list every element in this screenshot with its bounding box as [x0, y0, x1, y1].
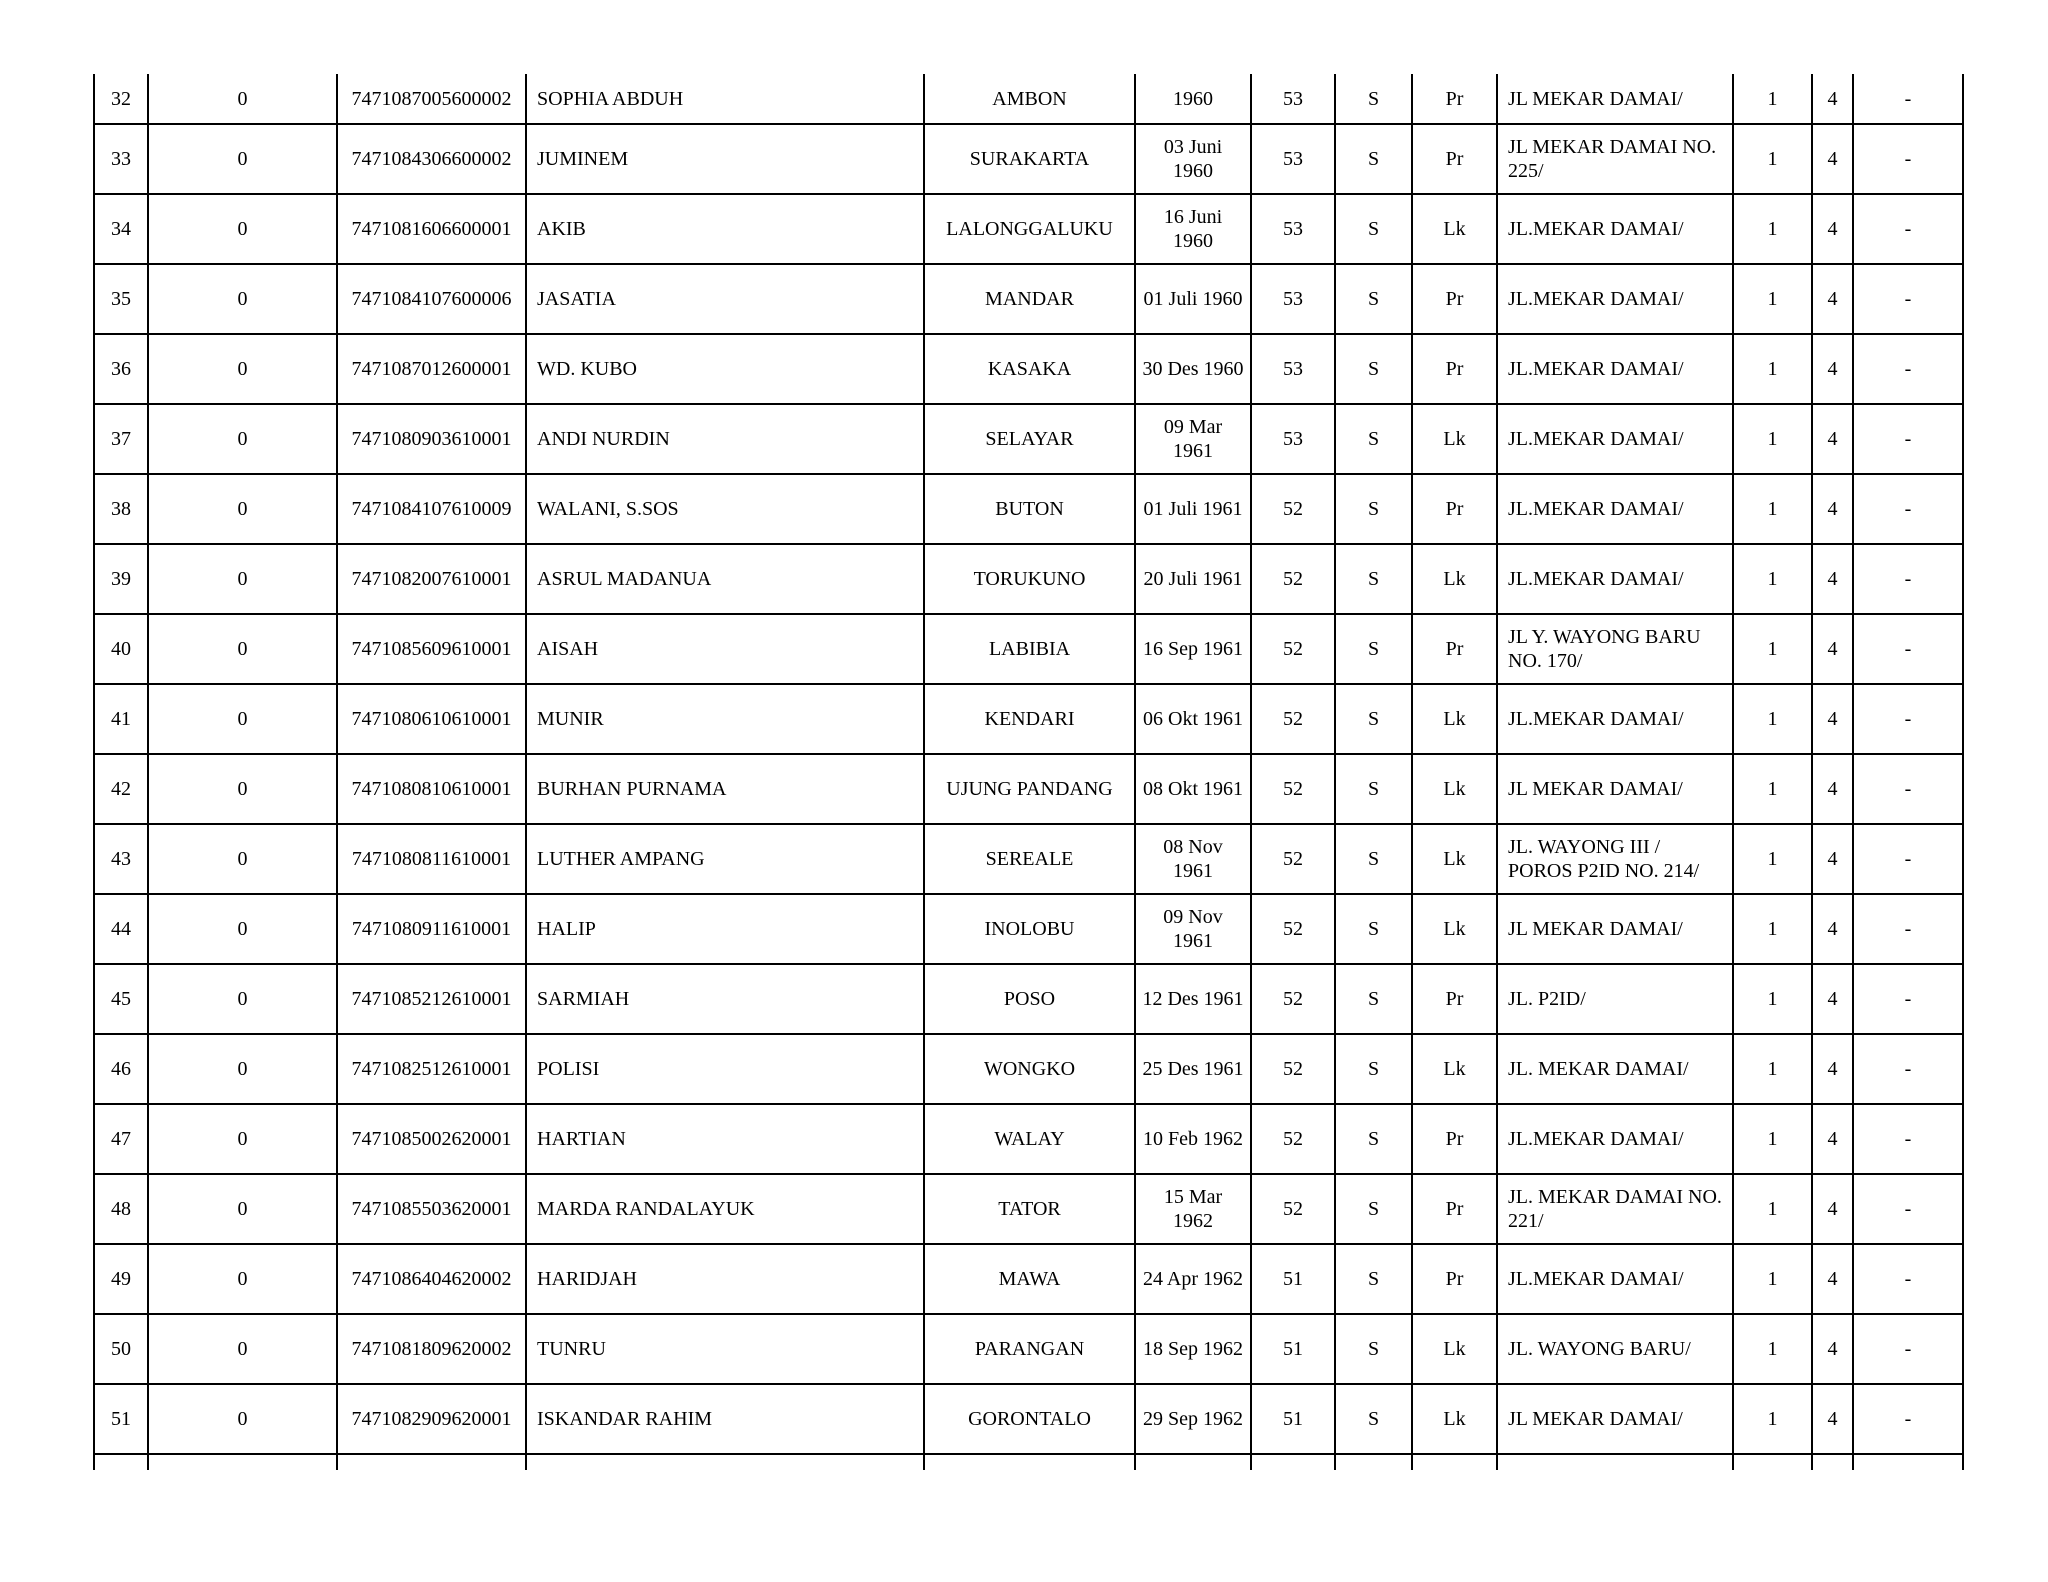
gender-cell: Lk	[1412, 1384, 1497, 1454]
age-cell: 52	[1251, 1174, 1335, 1244]
zero-count-cell: 0	[148, 1314, 337, 1384]
name-cell: MARDA RANDALAYUK	[526, 1174, 924, 1244]
marital-status-cell: S	[1335, 334, 1412, 404]
address-cell: JL.MEKAR DAMAI/	[1497, 544, 1733, 614]
address-cell: JL. MEKAR DAMAI/	[1497, 1034, 1733, 1104]
empty-cell	[1412, 1454, 1497, 1470]
age-cell: 53	[1251, 334, 1335, 404]
empty-cell	[337, 1454, 526, 1470]
birthplace-cell: SURAKARTA	[924, 124, 1135, 194]
marital-status-cell: S	[1335, 1034, 1412, 1104]
name-cell: AISAH	[526, 614, 924, 684]
rw-cell: 4	[1812, 264, 1853, 334]
rt-cell: 1	[1733, 1034, 1812, 1104]
empty-cell	[526, 1454, 924, 1470]
name-cell: JUMINEM	[526, 124, 924, 194]
birthplace-cell: MAWA	[924, 1244, 1135, 1314]
address-cell: JL MEKAR DAMAI/	[1497, 894, 1733, 964]
birth-date-cell: 01 Juli 1960	[1135, 264, 1251, 334]
row-number-cell: 49	[94, 1244, 148, 1314]
empty-cell	[1135, 1454, 1251, 1470]
rt-cell: 1	[1733, 1244, 1812, 1314]
name-cell: HALIP	[526, 894, 924, 964]
birth-date-cell: 12 Des 1961	[1135, 964, 1251, 1034]
note-cell: -	[1853, 1314, 1963, 1384]
age-cell: 52	[1251, 1034, 1335, 1104]
gender-cell: Lk	[1412, 894, 1497, 964]
rw-cell: 4	[1812, 1174, 1853, 1244]
name-cell: JASATIA	[526, 264, 924, 334]
age-cell: 52	[1251, 964, 1335, 1034]
rt-cell: 1	[1733, 404, 1812, 474]
row-number-cell: 40	[94, 614, 148, 684]
gender-cell: Pr	[1412, 614, 1497, 684]
table-row	[94, 824, 1963, 894]
address-cell: JL.MEKAR DAMAI/	[1497, 1104, 1733, 1174]
note-cell: -	[1853, 1174, 1963, 1244]
birth-date-cell: 20 Juli 1961	[1135, 544, 1251, 614]
nik-cell: 7471081809620002	[337, 1314, 526, 1384]
marital-status-cell: S	[1335, 1104, 1412, 1174]
age-cell: 52	[1251, 474, 1335, 544]
age-cell: 52	[1251, 894, 1335, 964]
nik-cell: 7471085212610001	[337, 964, 526, 1034]
note-cell: -	[1853, 1244, 1963, 1314]
rt-cell: 1	[1733, 1384, 1812, 1454]
zero-count-cell: 0	[148, 334, 337, 404]
age-cell: 53	[1251, 124, 1335, 194]
rw-cell: 4	[1812, 1384, 1853, 1454]
note-cell: -	[1853, 1104, 1963, 1174]
rt-cell: 1	[1733, 544, 1812, 614]
rt-cell: 1	[1733, 74, 1812, 124]
name-cell: BURHAN PURNAMA	[526, 754, 924, 824]
rt-cell: 1	[1733, 124, 1812, 194]
table-row	[94, 544, 1963, 614]
zero-count-cell: 0	[148, 1174, 337, 1244]
age-cell: 52	[1251, 754, 1335, 824]
marital-status-cell: S	[1335, 124, 1412, 194]
rt-cell: 1	[1733, 684, 1812, 754]
name-cell: POLISI	[526, 1034, 924, 1104]
birthplace-cell: INOLOBU	[924, 894, 1135, 964]
name-cell: WD. KUBO	[526, 334, 924, 404]
empty-cell	[1812, 1454, 1853, 1470]
row-number-cell: 38	[94, 474, 148, 544]
rw-cell: 4	[1812, 894, 1853, 964]
name-cell: MUNIR	[526, 684, 924, 754]
address-cell: JL. MEKAR DAMAI NO. 221/	[1497, 1174, 1733, 1244]
address-cell: JL.MEKAR DAMAI/	[1497, 194, 1733, 264]
rw-cell: 4	[1812, 194, 1853, 264]
birth-date-cell: 01 Juli 1961	[1135, 474, 1251, 544]
nik-cell: 7471087012600001	[337, 334, 526, 404]
marital-status-cell: S	[1335, 964, 1412, 1034]
rw-cell: 4	[1812, 1244, 1853, 1314]
rw-cell: 4	[1812, 1104, 1853, 1174]
rw-cell: 4	[1812, 1314, 1853, 1384]
table-row	[94, 964, 1963, 1034]
birth-date-cell: 1960	[1135, 74, 1251, 124]
rw-cell: 4	[1812, 74, 1853, 124]
zero-count-cell: 0	[148, 964, 337, 1034]
address-cell: JL.MEKAR DAMAI/	[1497, 334, 1733, 404]
note-cell: -	[1853, 474, 1963, 544]
table-row	[94, 264, 1963, 334]
row-number-cell: 46	[94, 1034, 148, 1104]
table-row	[94, 194, 1963, 264]
row-number-cell: 50	[94, 1314, 148, 1384]
voter-list-table	[93, 74, 1964, 1470]
birth-date-cell: 29 Sep 1962	[1135, 1384, 1251, 1454]
row-number-cell: 47	[94, 1104, 148, 1174]
age-cell: 51	[1251, 1244, 1335, 1314]
rt-cell: 1	[1733, 964, 1812, 1034]
gender-cell: Lk	[1412, 194, 1497, 264]
name-cell: SARMIAH	[526, 964, 924, 1034]
name-cell: AKIB	[526, 194, 924, 264]
note-cell: -	[1853, 894, 1963, 964]
gender-cell: Pr	[1412, 474, 1497, 544]
gender-cell: Lk	[1412, 404, 1497, 474]
zero-count-cell: 0	[148, 1104, 337, 1174]
birthplace-cell: LALONGGALUKU	[924, 194, 1135, 264]
birthplace-cell: KASAKA	[924, 334, 1135, 404]
marital-status-cell: S	[1335, 74, 1412, 124]
name-cell: SOPHIA ABDUH	[526, 74, 924, 124]
marital-status-cell: S	[1335, 824, 1412, 894]
rt-cell: 1	[1733, 614, 1812, 684]
zero-count-cell: 0	[148, 614, 337, 684]
birthplace-cell: SELAYAR	[924, 404, 1135, 474]
marital-status-cell: S	[1335, 684, 1412, 754]
marital-status-cell: S	[1335, 264, 1412, 334]
address-cell: JL MEKAR DAMAI NO. 225/	[1497, 124, 1733, 194]
gender-cell: Pr	[1412, 1174, 1497, 1244]
age-cell: 52	[1251, 614, 1335, 684]
table-row	[94, 684, 1963, 754]
empty-cell	[1251, 1454, 1335, 1470]
note-cell: -	[1853, 544, 1963, 614]
name-cell: ASRUL MADANUA	[526, 544, 924, 614]
zero-count-cell: 0	[148, 404, 337, 474]
row-number-cell: 32	[94, 74, 148, 124]
birthplace-cell: TORUKUNO	[924, 544, 1135, 614]
birth-date-cell: 06 Okt 1961	[1135, 684, 1251, 754]
birthplace-cell: WALAY	[924, 1104, 1135, 1174]
rw-cell: 4	[1812, 474, 1853, 544]
note-cell: -	[1853, 74, 1963, 124]
name-cell: HARIDJAH	[526, 1244, 924, 1314]
marital-status-cell: S	[1335, 1384, 1412, 1454]
note-cell: -	[1853, 124, 1963, 194]
empty-cell	[1335, 1454, 1412, 1470]
gender-cell: Lk	[1412, 1034, 1497, 1104]
nik-cell: 7471087005600002	[337, 74, 526, 124]
row-number-cell: 39	[94, 544, 148, 614]
gender-cell: Pr	[1412, 124, 1497, 194]
marital-status-cell: S	[1335, 614, 1412, 684]
zero-count-cell: 0	[148, 754, 337, 824]
birthplace-cell: MANDAR	[924, 264, 1135, 334]
table-row	[94, 404, 1963, 474]
name-cell: TUNRU	[526, 1314, 924, 1384]
nik-cell: 7471082512610001	[337, 1034, 526, 1104]
marital-status-cell: S	[1335, 1314, 1412, 1384]
note-cell: -	[1853, 964, 1963, 1034]
zero-count-cell: 0	[148, 194, 337, 264]
age-cell: 52	[1251, 684, 1335, 754]
empty-cell	[1853, 1454, 1963, 1470]
rt-cell: 1	[1733, 754, 1812, 824]
address-cell: JL. WAYONG BARU/	[1497, 1314, 1733, 1384]
birth-date-cell: 16 Sep 1961	[1135, 614, 1251, 684]
rw-cell: 4	[1812, 124, 1853, 194]
birthplace-cell: GORONTALO	[924, 1384, 1135, 1454]
table-row	[94, 894, 1963, 964]
nik-cell: 7471080903610001	[337, 404, 526, 474]
rw-cell: 4	[1812, 964, 1853, 1034]
table-row	[94, 1174, 1963, 1244]
zero-count-cell: 0	[148, 1244, 337, 1314]
address-cell: JL.MEKAR DAMAI/	[1497, 1244, 1733, 1314]
note-cell: -	[1853, 684, 1963, 754]
birth-date-cell: 24 Apr 1962	[1135, 1244, 1251, 1314]
name-cell: WALANI, S.SOS	[526, 474, 924, 544]
note-cell: -	[1853, 614, 1963, 684]
row-number-cell: 51	[94, 1384, 148, 1454]
row-number-cell: 37	[94, 404, 148, 474]
gender-cell: Pr	[1412, 1244, 1497, 1314]
row-number-cell: 42	[94, 754, 148, 824]
zero-count-cell: 0	[148, 894, 337, 964]
rt-cell: 1	[1733, 264, 1812, 334]
row-number-cell: 34	[94, 194, 148, 264]
name-cell: LUTHER AMPANG	[526, 824, 924, 894]
gender-cell: Lk	[1412, 754, 1497, 824]
gender-cell: Pr	[1412, 1104, 1497, 1174]
row-number-cell: 48	[94, 1174, 148, 1244]
birthplace-cell: PARANGAN	[924, 1314, 1135, 1384]
rw-cell: 4	[1812, 1034, 1853, 1104]
nik-cell: 7471086404620002	[337, 1244, 526, 1314]
address-cell: JL.MEKAR DAMAI/	[1497, 404, 1733, 474]
birth-date-cell: 30 Des 1960	[1135, 334, 1251, 404]
age-cell: 53	[1251, 264, 1335, 334]
age-cell: 53	[1251, 194, 1335, 264]
address-cell: JL MEKAR DAMAI/	[1497, 1384, 1733, 1454]
gender-cell: Lk	[1412, 544, 1497, 614]
note-cell: -	[1853, 824, 1963, 894]
nik-cell: 7471081606600001	[337, 194, 526, 264]
note-cell: -	[1853, 404, 1963, 474]
age-cell: 51	[1251, 1314, 1335, 1384]
note-cell: -	[1853, 264, 1963, 334]
rw-cell: 4	[1812, 544, 1853, 614]
row-number-cell: 44	[94, 894, 148, 964]
address-cell: JL. WAYONG III / POROS P2ID NO. 214/	[1497, 824, 1733, 894]
gender-cell: Pr	[1412, 74, 1497, 124]
zero-count-cell: 0	[148, 684, 337, 754]
rt-cell: 1	[1733, 1104, 1812, 1174]
birthplace-cell: SEREALE	[924, 824, 1135, 894]
age-cell: 52	[1251, 824, 1335, 894]
table-row-continuation	[94, 1454, 1963, 1470]
nik-cell: 7471084107600006	[337, 264, 526, 334]
zero-count-cell: 0	[148, 264, 337, 334]
rw-cell: 4	[1812, 404, 1853, 474]
gender-cell: Lk	[1412, 684, 1497, 754]
empty-cell	[1733, 1454, 1812, 1470]
address-cell: JL.MEKAR DAMAI/	[1497, 474, 1733, 544]
zero-count-cell: 0	[148, 74, 337, 124]
row-number-cell: 43	[94, 824, 148, 894]
table-row	[94, 74, 1963, 124]
birthplace-cell: KENDARI	[924, 684, 1135, 754]
zero-count-cell: 0	[148, 544, 337, 614]
empty-cell	[1497, 1454, 1733, 1470]
zero-count-cell: 0	[148, 1034, 337, 1104]
marital-status-cell: S	[1335, 404, 1412, 474]
nik-cell: 7471085002620001	[337, 1104, 526, 1174]
name-cell: ANDI NURDIN	[526, 404, 924, 474]
address-cell: JL MEKAR DAMAI/	[1497, 74, 1733, 124]
row-number-cell: 45	[94, 964, 148, 1034]
rt-cell: 1	[1733, 334, 1812, 404]
birth-date-cell: 18 Sep 1962	[1135, 1314, 1251, 1384]
birthplace-cell: BUTON	[924, 474, 1135, 544]
rt-cell: 1	[1733, 194, 1812, 264]
nik-cell: 7471084107610009	[337, 474, 526, 544]
rw-cell: 4	[1812, 824, 1853, 894]
rw-cell: 4	[1812, 754, 1853, 824]
nik-cell: 7471085609610001	[337, 614, 526, 684]
name-cell: HARTIAN	[526, 1104, 924, 1174]
empty-cell	[94, 1454, 148, 1470]
birth-date-cell: 25 Des 1961	[1135, 1034, 1251, 1104]
marital-status-cell: S	[1335, 754, 1412, 824]
nik-cell: 7471080810610001	[337, 754, 526, 824]
rw-cell: 4	[1812, 614, 1853, 684]
empty-cell	[148, 1454, 337, 1470]
rt-cell: 1	[1733, 824, 1812, 894]
note-cell: -	[1853, 1034, 1963, 1104]
table-body	[94, 74, 1963, 1470]
row-number-cell: 41	[94, 684, 148, 754]
note-cell: -	[1853, 754, 1963, 824]
birth-date-cell: 09 Mar 1961	[1135, 404, 1251, 474]
note-cell: -	[1853, 194, 1963, 264]
rt-cell: 1	[1733, 474, 1812, 544]
age-cell: 52	[1251, 1104, 1335, 1174]
birth-date-cell: 09 Nov 1961	[1135, 894, 1251, 964]
table-row	[94, 754, 1963, 824]
nik-cell: 7471082909620001	[337, 1384, 526, 1454]
table-row	[94, 1034, 1963, 1104]
birth-date-cell: 03 Juni 1960	[1135, 124, 1251, 194]
marital-status-cell: S	[1335, 1244, 1412, 1314]
birth-date-cell: 15 Mar 1962	[1135, 1174, 1251, 1244]
table-row	[94, 334, 1963, 404]
empty-cell	[924, 1454, 1135, 1470]
address-cell: JL MEKAR DAMAI/	[1497, 754, 1733, 824]
table-row	[94, 1244, 1963, 1314]
note-cell: -	[1853, 1384, 1963, 1454]
zero-count-cell: 0	[148, 474, 337, 544]
rt-cell: 1	[1733, 1174, 1812, 1244]
row-number-cell: 35	[94, 264, 148, 334]
birth-date-cell: 16 Juni 1960	[1135, 194, 1251, 264]
rw-cell: 4	[1812, 684, 1853, 754]
birthplace-cell: UJUNG PANDANG	[924, 754, 1135, 824]
nik-cell: 7471084306600002	[337, 124, 526, 194]
birthplace-cell: TATOR	[924, 1174, 1135, 1244]
age-cell: 51	[1251, 1384, 1335, 1454]
table-row	[94, 474, 1963, 544]
table-row	[94, 124, 1963, 194]
note-cell: -	[1853, 334, 1963, 404]
gender-cell: Pr	[1412, 334, 1497, 404]
marital-status-cell: S	[1335, 1174, 1412, 1244]
nik-cell: 7471082007610001	[337, 544, 526, 614]
marital-status-cell: S	[1335, 544, 1412, 614]
address-cell: JL. P2ID/	[1497, 964, 1733, 1034]
age-cell: 53	[1251, 74, 1335, 124]
table-row	[94, 1314, 1963, 1384]
gender-cell: Lk	[1412, 824, 1497, 894]
gender-cell: Lk	[1412, 1314, 1497, 1384]
zero-count-cell: 0	[148, 1384, 337, 1454]
address-cell: JL.MEKAR DAMAI/	[1497, 684, 1733, 754]
rt-cell: 1	[1733, 1314, 1812, 1384]
age-cell: 53	[1251, 404, 1335, 474]
marital-status-cell: S	[1335, 474, 1412, 544]
age-cell: 52	[1251, 544, 1335, 614]
birth-date-cell: 08 Okt 1961	[1135, 754, 1251, 824]
row-number-cell: 33	[94, 124, 148, 194]
nik-cell: 7471080911610001	[337, 894, 526, 964]
marital-status-cell: S	[1335, 194, 1412, 264]
address-cell: JL.MEKAR DAMAI/	[1497, 264, 1733, 334]
nik-cell: 7471085503620001	[337, 1174, 526, 1244]
rw-cell: 4	[1812, 334, 1853, 404]
birth-date-cell: 08 Nov 1961	[1135, 824, 1251, 894]
birthplace-cell: POSO	[924, 964, 1135, 1034]
marital-status-cell: S	[1335, 894, 1412, 964]
nik-cell: 7471080610610001	[337, 684, 526, 754]
birthplace-cell: WONGKO	[924, 1034, 1135, 1104]
table-row	[94, 1384, 1963, 1454]
gender-cell: Pr	[1412, 964, 1497, 1034]
table-row	[94, 1104, 1963, 1174]
birth-date-cell: 10 Feb 1962	[1135, 1104, 1251, 1174]
table-row	[94, 614, 1963, 684]
row-number-cell: 36	[94, 334, 148, 404]
gender-cell: Pr	[1412, 264, 1497, 334]
name-cell: ISKANDAR RAHIM	[526, 1384, 924, 1454]
birthplace-cell: LABIBIA	[924, 614, 1135, 684]
nik-cell: 7471080811610001	[337, 824, 526, 894]
address-cell: JL Y. WAYONG BARU NO. 170/	[1497, 614, 1733, 684]
rt-cell: 1	[1733, 894, 1812, 964]
birthplace-cell: AMBON	[924, 74, 1135, 124]
zero-count-cell: 0	[148, 824, 337, 894]
zero-count-cell: 0	[148, 124, 337, 194]
